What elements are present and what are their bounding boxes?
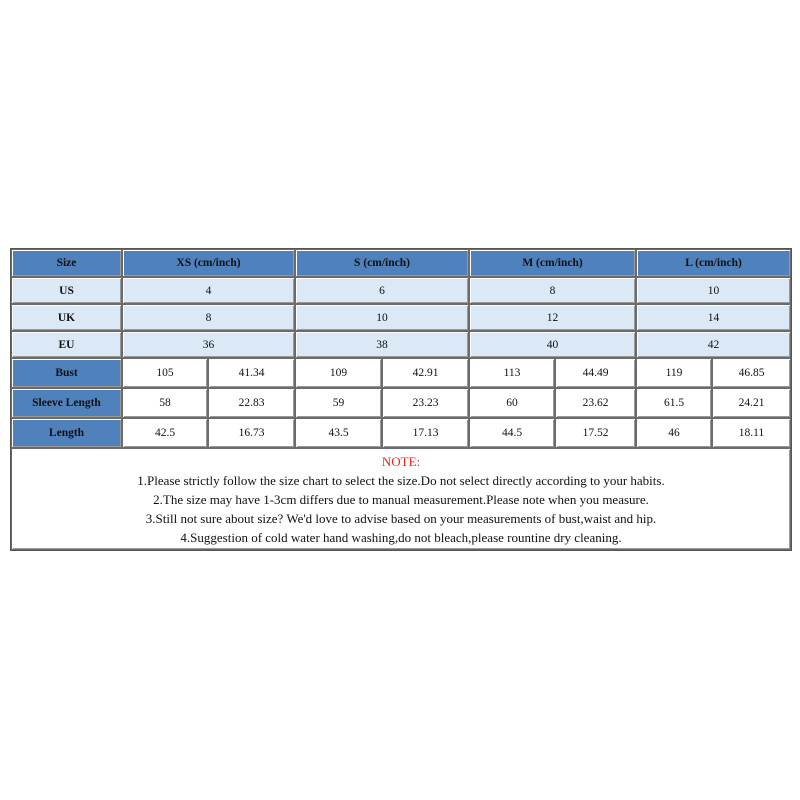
cell-sleeve-xs-cm: 58: [122, 388, 208, 418]
size-chart: [10, 248, 790, 551]
table-row-us: [11, 277, 791, 304]
cell-us-xs: 4: [122, 277, 295, 304]
cell-sleeve-s-inch: 23.23: [382, 388, 469, 418]
table-row-sleeve-length: [11, 388, 791, 418]
cell-sleeve-l-cm: 61.5: [636, 388, 712, 418]
row-label-length: Length: [11, 418, 122, 448]
cell-us-m: 8: [469, 277, 636, 304]
row-label-uk: UK: [11, 304, 122, 331]
cell-us-s: 6: [295, 277, 469, 304]
cell-length-xs-cm: 42.5: [122, 418, 208, 448]
cell-sleeve-m-inch: 23.62: [555, 388, 636, 418]
cell-uk-xs: 8: [122, 304, 295, 331]
cell-eu-m: 40: [469, 331, 636, 358]
cell-sleeve-s-cm: 59: [295, 388, 382, 418]
note-box: [11, 448, 791, 550]
cell-sleeve-xs-inch: 22.83: [208, 388, 295, 418]
cell-uk-m: 12: [469, 304, 636, 331]
note-row: [11, 448, 791, 550]
table-row-uk: [11, 304, 791, 331]
cell-bust-xs-inch: 41.34: [208, 358, 295, 388]
header-m: M (cm/inch): [469, 249, 636, 277]
cell-eu-l: 42: [636, 331, 791, 358]
row-label-sleeve-length: Sleeve Length: [11, 388, 122, 418]
cell-us-l: 10: [636, 277, 791, 304]
table-row-eu: [11, 331, 791, 358]
cell-bust-m-inch: 44.49: [555, 358, 636, 388]
table-row-length: [11, 418, 791, 448]
row-label-eu: EU: [11, 331, 122, 358]
cell-sleeve-m-cm: 60: [469, 388, 555, 418]
cell-bust-m-cm: 113: [469, 358, 555, 388]
cell-bust-s-cm: 109: [295, 358, 382, 388]
header-l: L (cm/inch): [636, 249, 791, 277]
cell-length-m-inch: 17.52: [555, 418, 636, 448]
cell-length-m-cm: 44.5: [469, 418, 555, 448]
row-label-us: US: [11, 277, 122, 304]
cell-length-l-inch: 18.11: [712, 418, 791, 448]
cell-length-xs-inch: 16.73: [208, 418, 295, 448]
note-line-4: 4.Suggestion of cold water hand washing,do not bleach,please rountine dry cleaning.: [180, 529, 622, 545]
cell-uk-l: 14: [636, 304, 791, 331]
size-chart-table: [10, 248, 792, 551]
table-row-bust: [11, 358, 791, 388]
note-line-1: 1.Please strictly follow the size chart to select the size.Do not select directly according to your habits.: [137, 472, 665, 488]
cell-bust-l-inch: 46.85: [712, 358, 791, 388]
cell-bust-s-inch: 42.91: [382, 358, 469, 388]
row-label-bust: Bust: [11, 358, 122, 388]
note-line-2: 2.The size may have 1-3cm differs due to manual measurement.Please note when you measure.: [153, 491, 649, 507]
cell-bust-xs-cm: 105: [122, 358, 208, 388]
header-xs: XS (cm/inch): [122, 249, 295, 277]
cell-eu-s: 38: [295, 331, 469, 358]
header-s: S (cm/inch): [295, 249, 469, 277]
cell-length-l-cm: 46: [636, 418, 712, 448]
cell-length-s-cm: 43.5: [295, 418, 382, 448]
cell-length-s-inch: 17.13: [382, 418, 469, 448]
cell-sleeve-l-inch: 24.21: [712, 388, 791, 418]
cell-eu-xs: 36: [122, 331, 295, 358]
header-row: [11, 249, 791, 277]
note-title: NOTE:: [381, 453, 421, 469]
cell-uk-s: 10: [295, 304, 469, 331]
header-size: Size: [11, 249, 122, 277]
cell-bust-l-cm: 119: [636, 358, 712, 388]
note-line-3: 3.Still not sure about size? We'd love to advise based on your measurements of bust,waist and hip.: [145, 510, 657, 526]
